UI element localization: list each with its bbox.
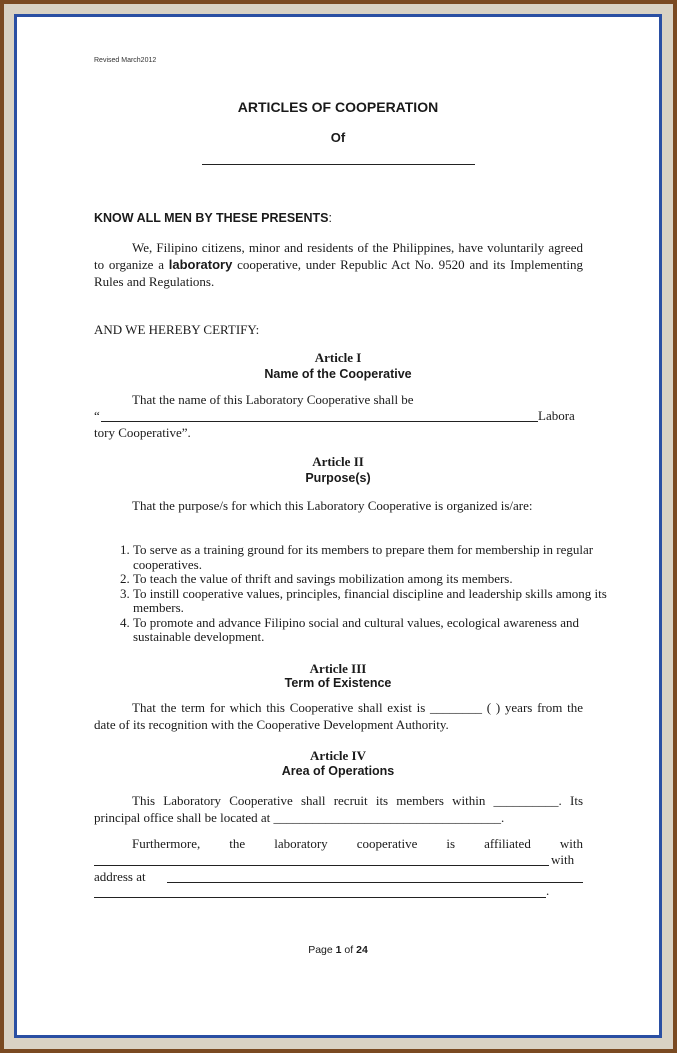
- of-label: Of: [330, 130, 346, 145]
- list-item: 3. To instill cooperative values, principles, financial discipline and leadership skills among its members.: [133, 587, 622, 616]
- article-3-subheading: Term of Existence: [284, 676, 392, 690]
- article-2-text: That the purpose/s for which this Laboratory Cooperative is organized is/are:: [132, 498, 533, 513]
- address-blank-1: [167, 882, 583, 883]
- certify-statement: AND WE HEREBY CERTIFY:: [94, 322, 260, 337]
- article-3-text: That the term for which this Cooperative shall exist is ________ ( ) years from the date of its recognition with the Cooperative Development Authority.: [94, 700, 583, 732]
- document-page: [14, 14, 662, 1038]
- article-1-text: That the name of this Laboratory Cooperative shall be: [132, 392, 414, 407]
- article-2-heading: Article II: [312, 454, 364, 469]
- page-number: Page 1 of 24: [308, 944, 368, 956]
- with-label: with: [551, 852, 575, 867]
- list-item: 2. To teach the value of thrift and savings mobilization among its members.: [133, 572, 622, 587]
- know-all-heading: KNOW ALL MEN BY THESE PRESENTS:: [94, 211, 332, 225]
- intro-paragraph: We, Filipino citizens, minor and residents of the Philippines, have voluntarily agreed to organize a laboratory cooperative, under Republic Act No. 9520 and its Implementing Rules and Regulations.: [94, 240, 583, 289]
- article-1-continuation: tory Cooperative”.: [94, 425, 191, 440]
- open-quote: “: [94, 408, 100, 423]
- cooperative-name-blank: [202, 164, 475, 165]
- list-item: 4. To promote and advance Filipino social and cultural values, ecological awareness and sustainable development.: [133, 616, 622, 645]
- article-3-heading: Article III: [309, 661, 367, 676]
- article-1-heading: Article I: [314, 350, 362, 365]
- address-blank-2: [94, 897, 546, 898]
- address-period: .: [546, 883, 550, 898]
- article-4-text: This Laboratory Cooperative shall recruit its members within __________. Its principal office shall be located at ___________________________________.: [94, 793, 583, 825]
- affiliate-name-blank: [94, 865, 549, 866]
- purpose-list: [94, 543, 622, 645]
- revision-note: Revised March2012: [94, 57, 157, 64]
- address-label: address at: [94, 869, 146, 884]
- article-2-subheading: Purpose(s): [305, 471, 371, 485]
- article-4-subheading: Area of Operations: [281, 764, 395, 778]
- document-title: ARTICLES OF COOPERATION: [237, 99, 439, 115]
- list-item: 1. To serve as a training ground for its members to prepare them for membership in regular cooperatives.: [133, 543, 622, 572]
- coop-name-blank: [101, 421, 538, 422]
- article-4-heading: Article IV: [310, 748, 366, 763]
- affiliation-statement: Furthermore, the laboratory cooperative is affiliated with: [132, 836, 583, 851]
- article-1-subheading: Name of the Cooperative: [264, 367, 412, 381]
- labora-text: Labora: [538, 408, 575, 423]
